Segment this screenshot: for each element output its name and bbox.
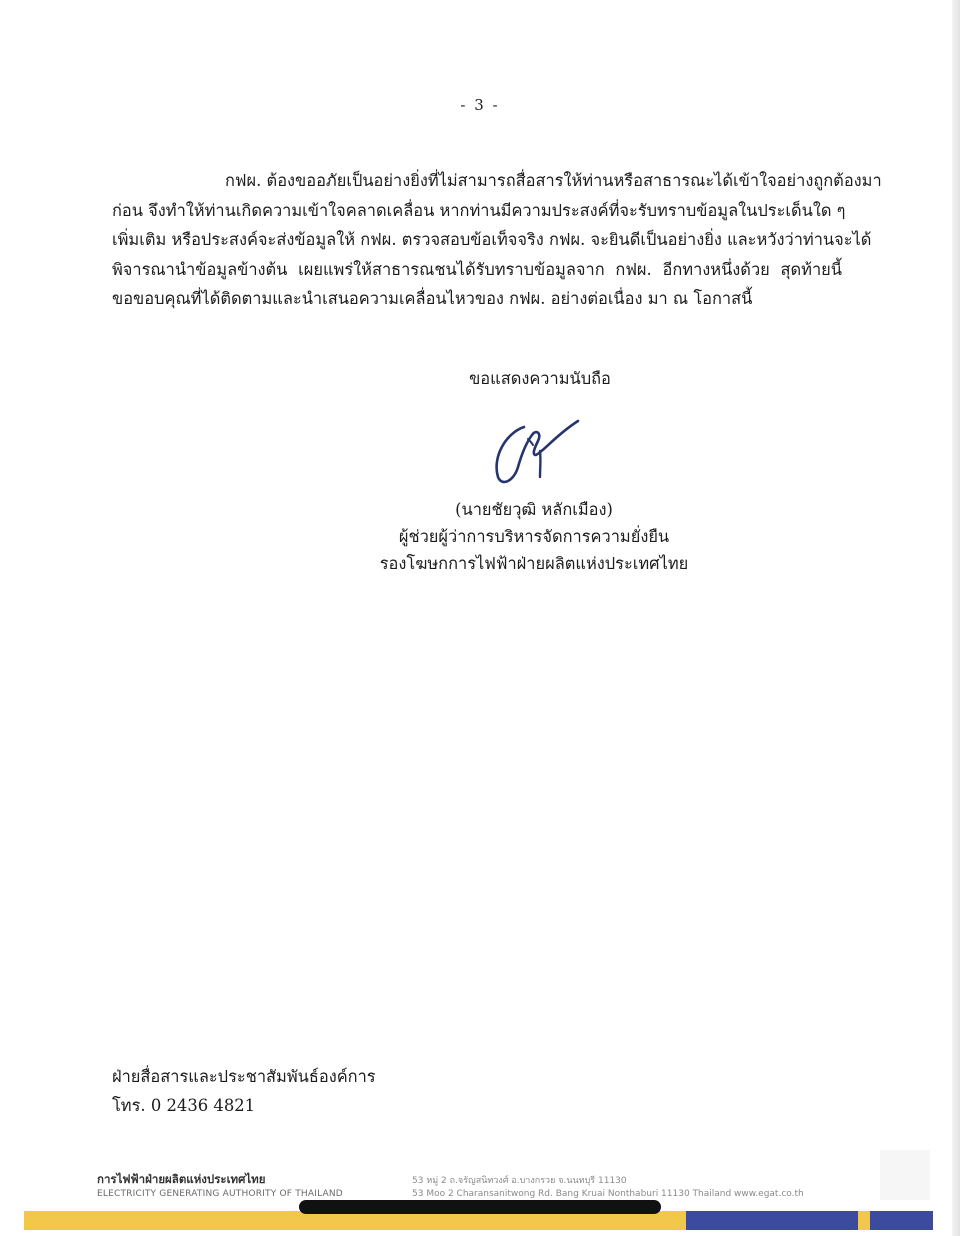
page-edge-shadow	[952, 0, 960, 1236]
body-line: กฟผ. ต้องขออภัยเป็นอย่างยิ่งที่ไม่สามารถสื่อสารให้ท่านหรือสาธารณะได้เข้าใจอย่างถูกต้องมา	[225, 171, 882, 190]
signer-position-secondary: รองโฆษกการไฟฟ้าฝ่ายผลิตแห่งประเทศไทย	[379, 554, 689, 573]
footer-address-english: 53 Moo 2 Charansanitwong Rd. Bang Kruai Nonthaburi 11130 Thailand www.egat.co.th	[412, 1189, 804, 1199]
body-line: ขอขอบคุณที่ได้ติดตามและนำเสนอความเคลื่อนไหวของ กฟผ. อย่างต่อเนื่อง มา ณ โอกาสนี้	[112, 289, 753, 309]
footer-org-english: ELECTRICITY GENERATING AUTHORITY OF THAILAND	[97, 1189, 343, 1199]
page-number: - 3 -	[460, 96, 500, 114]
footer-blue-segment-end	[870, 1211, 933, 1230]
contact-department: ฝ่ายสื่อสารและประชาสัมพันธ์องค์การ	[112, 1067, 376, 1086]
closing-salutation: ขอแสดงความนับถือ	[469, 369, 611, 388]
contact-phone: โทร. 0 2436 4821	[112, 1096, 256, 1115]
footer-org-thai: การไฟฟ้าฝ่ายผลิตแห่งประเทศไทย	[97, 1172, 266, 1186]
footer-address-thai: 53 หมู่ 2 ถ.จรัญสนิทวงศ์ อ.บางกรวย จ.นนทบุรี 11130	[412, 1176, 627, 1186]
contact-block	[112, 1062, 376, 1120]
letter-body	[112, 166, 882, 314]
signer-block	[374, 496, 694, 577]
handwritten-signature	[486, 405, 586, 491]
home-indicator-bar[interactable]	[299, 1200, 661, 1214]
scan-corner-shading	[880, 1150, 930, 1200]
signer-name: (นายชัยวุฒิ หลักเมือง)	[455, 500, 613, 519]
footer-blue-segment	[686, 1211, 858, 1230]
body-line: พิจารณานำข้อมูลข้างต้น เผยแพร่ให้สาธารณชนได้รับทราบข้อมูลจาก กฟผ. อีกทางหนึ่งด้วย สุดท้ายนี้	[112, 259, 842, 279]
signer-position: ผู้ช่วยผู้ว่าการบริหารจัดการความยั่งยืน	[398, 527, 670, 546]
body-line: ก่อน จึงทำให้ท่านเกิดความเข้าใจคลาดเคลื่อน หากท่านมีความประสงค์ที่จะรับทราบข้อมูลในประเด็นใด ๆ	[112, 200, 846, 220]
body-line: เพิ่มเติม หรือประสงค์จะส่งข้อมูลให้ กฟผ. ตรวจสอบข้อเท็จจริง กฟผ. จะยินดีเป็นอย่างยิ่ง และหวังว่าท่านจะได้	[112, 230, 872, 250]
